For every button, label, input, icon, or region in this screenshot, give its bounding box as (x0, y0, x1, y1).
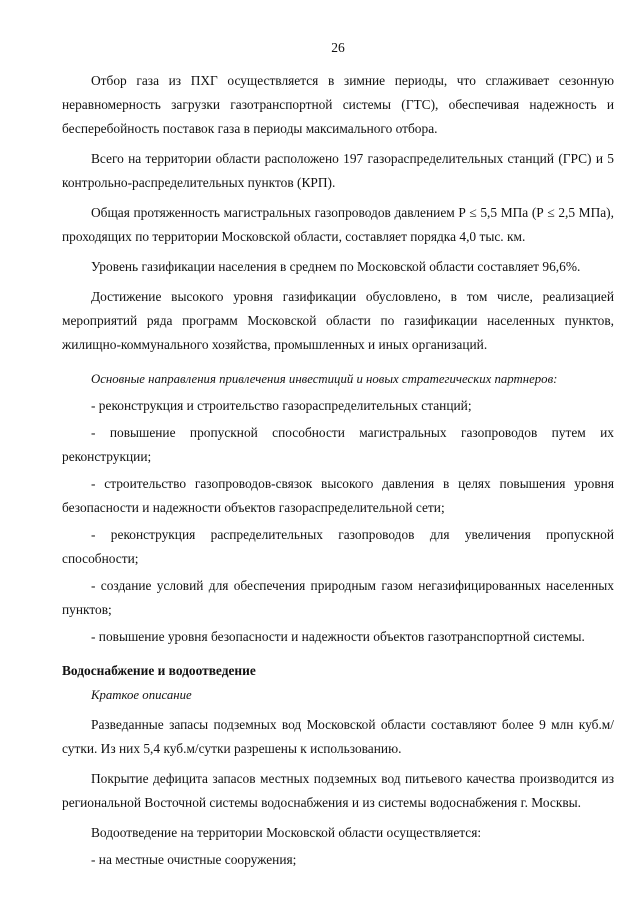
paragraph-gas-stations: Всего на территории области расположено 197 газораспределительных станций (ГРС) и 5 контрольно-распределительных пунктов (КРП). (62, 151, 614, 190)
investment-directions-title: Основные направления привлечения инвестиций и новых стратегических партнеров: (91, 372, 558, 386)
subheading-brief-description: Краткое описание (91, 688, 192, 702)
page-number: 26 (331, 40, 345, 55)
paragraph-pipeline-length: Общая протяженность магистральных газопроводов давлением Р ≤ 5,5 МПа (Р ≤ 2,5 МПа), проходящих по территории Московской области, составляет порядка 4,0 тыс. км. (62, 205, 614, 244)
investment-item: - реконструкция и строительство газораспределительных станций; (91, 398, 472, 413)
investment-item: - реконструкция распределительных газопроводов для увеличения пропускной способности; (62, 527, 614, 566)
paragraph-gas-withdrawal: Отбор газа из ПХГ осуществляется в зимние периоды, что сглаживает сезонную неравномерность загрузки газотранспортной системы (ГТС), обеспечивая надежность и бесперебойность поставок газа в периоды максимального отбора. (62, 73, 614, 136)
investment-item: - повышение уровня безопасности и надежности объектов газотранспортной системы. (91, 629, 585, 644)
document-body (62, 69, 614, 872)
investment-item: - строительство газопроводов-связок высокого давления в целях повышения уровня безопасности и надежности объектов газораспределительной сети; (62, 476, 614, 515)
paragraph-water-disposal: Водоотведение на территории Московской области осуществляется: (91, 825, 482, 840)
paragraph-gasification-level: Уровень газификации населения в среднем по Московской области составляет 96,6%. (91, 259, 581, 274)
paragraph-deficit-coverage: Покрытие дефицита запасов местных подземных вод питьевого качества производится из региональной Восточной системы водоснабжения и из системы водоснабжения г. Москвы. (62, 771, 614, 810)
section-heading-water: Водоснабжение и водоотведение (62, 663, 256, 678)
investment-item: - повышение пропускной способности магистральных газопроводов путем их реконструкции; (62, 425, 614, 464)
investment-item: - создание условий для обеспечения природным газом негазифицированных населенных пунктов; (62, 578, 614, 617)
water-disposal-item: - на местные очистные сооружения; (91, 852, 297, 867)
paragraph-groundwater-reserves: Разведанные запасы подземных вод Московской области составляют более 9 млн куб.м/сутки. Из них 5,4 куб.м/сутки разрешены к использованию. (62, 717, 614, 756)
paragraph-gasification-programs: Достижение высокого уровня газификации обусловлено, в том числе, реализацией мероприятий ряда программ Московской области по газификации населенных пунктов, жилищно-коммунального хозяйства, промышленных и иных организаций. (62, 289, 614, 352)
